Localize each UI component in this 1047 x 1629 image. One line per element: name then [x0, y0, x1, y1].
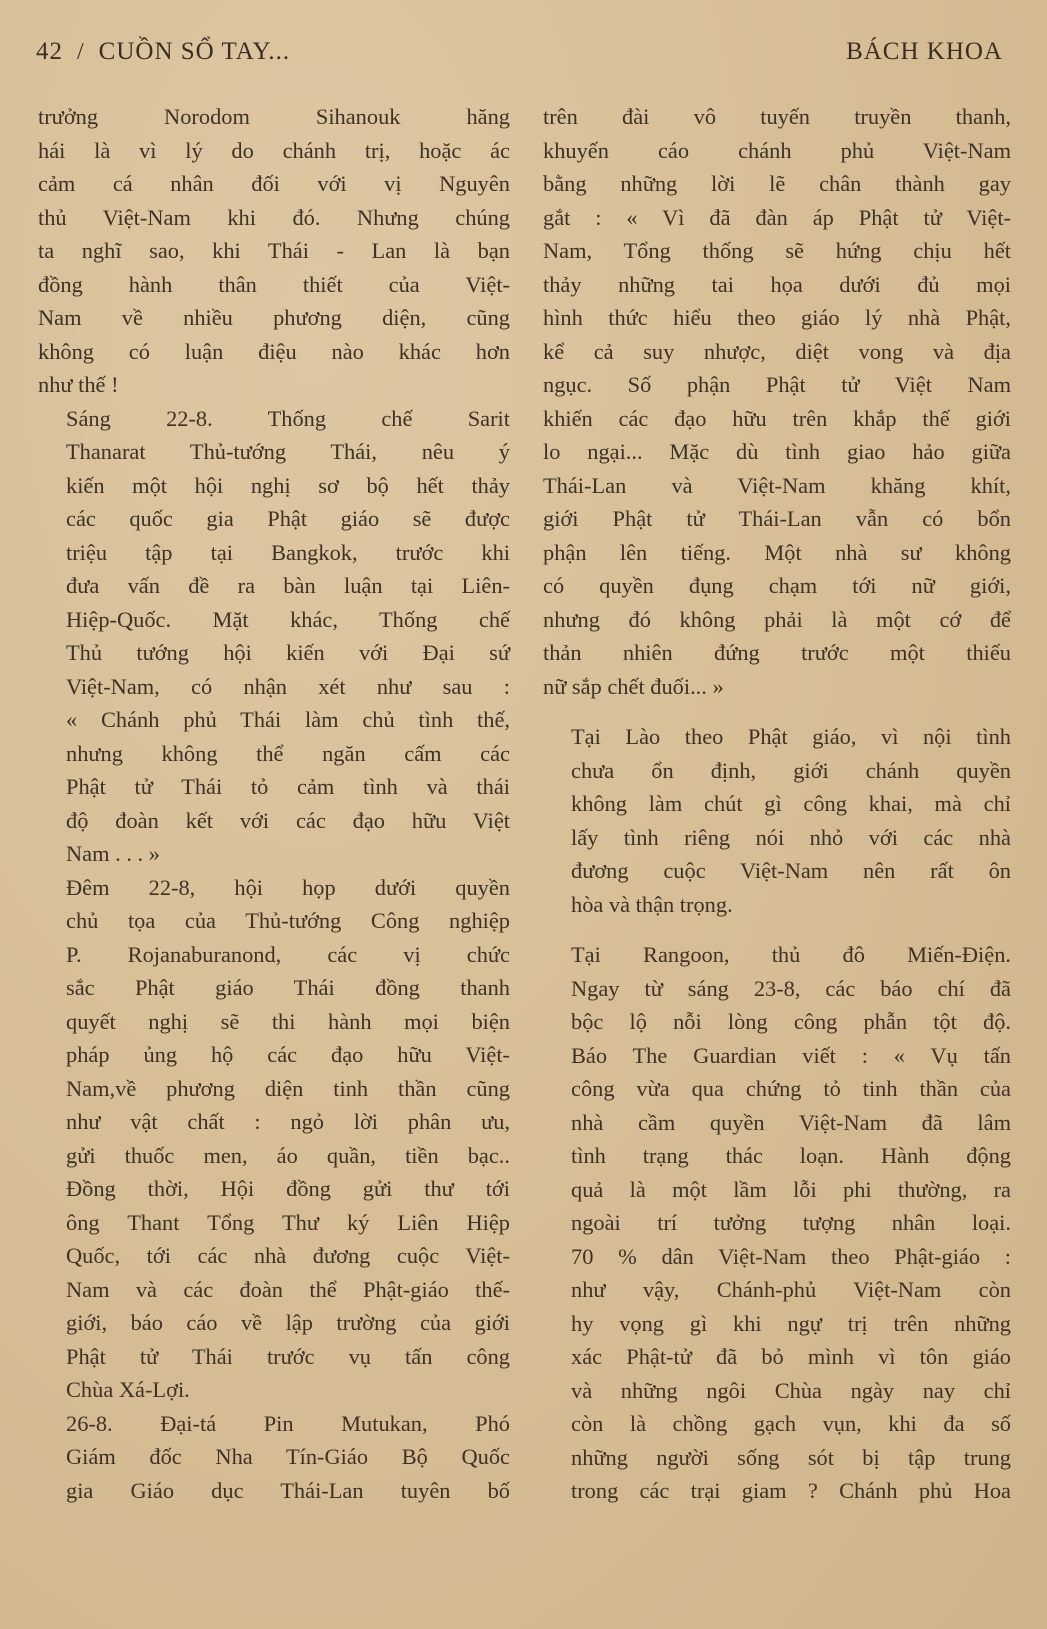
text-line: gia Giáo dục Thái-Lan tuyên bố	[66, 1477, 510, 1503]
paragraph	[38, 402, 510, 871]
text-line: Thái-Lan và Việt-Nam khăng khít,	[543, 472, 1011, 498]
text-line: bằng những lời lẽ chân thành gay	[543, 171, 1011, 196]
text-line: thản nhiên đứng trước một thiếu	[543, 640, 1011, 665]
text-line: Tại Lào theo Phật giáo, vì nội tình	[571, 724, 1011, 749]
text-line: không làm chút gì công khai, mà chỉ	[571, 791, 1011, 816]
text-line: Đêm 22-8, hội họp dưới quyền	[66, 874, 510, 900]
paragraph	[543, 100, 1011, 703]
text-line: khuyến cáo chánh phủ Việt-Nam	[543, 137, 1011, 163]
text-line: như vậy, Chánh-phủ Việt-Nam còn	[571, 1277, 1011, 1302]
text-line: đưa vấn đề ra bàn luận tại Liên-	[66, 573, 510, 598]
text-line: pháp ủng hộ các đạo hữu Việt-	[66, 1042, 510, 1067]
text-line: chủ tọa của Thủ-tướng Công nghiệp	[66, 908, 510, 933]
text-line: không có luận điệu nào khác hơn	[38, 338, 510, 364]
text-line: Ngay từ sáng 23-8, các báo chí đã	[571, 975, 1011, 1001]
paragraph	[38, 100, 510, 402]
text-line: Hiệp-Quốc. Mặt khác, Thống chế	[66, 606, 510, 632]
text-line: Quốc, tới các nhà đương cuộc Việt-	[66, 1243, 510, 1268]
text-line: phận lên tiếng. Một nhà sư không	[543, 539, 1011, 565]
text-line: như vật chất : ngỏ lời phân ưu,	[66, 1109, 510, 1134]
text-line: hòa và thận trọng.	[571, 891, 733, 917]
text-line: 70 % dân Việt-Nam theo Phật-giáo :	[571, 1243, 1011, 1269]
text-line: Thủ tướng hội kiến với Đại sứ	[66, 640, 510, 665]
text-line: gắt : « Vì đã đàn áp Phật tử Việt-	[543, 204, 1011, 230]
text-line: Sáng 22-8. Thống chế Sarit	[66, 405, 510, 431]
text-line: giới, báo cáo về lập trường của giới	[66, 1310, 510, 1335]
text-line: Báo The Guardian viết : « Vụ tấn	[571, 1042, 1011, 1068]
text-line: kiến một hội nghị sơ bộ hết thảy	[66, 472, 510, 498]
text-line: những người sống sót bị tập trung	[571, 1444, 1011, 1470]
text-line: trưởng Norodom Sihanouk hăng	[38, 104, 510, 129]
page-header	[36, 30, 1003, 74]
text-line: trên đài vô tuyến truyền thanh,	[543, 104, 1011, 129]
text-line: thảy những tai họa dưới đủ mọi	[543, 271, 1011, 297]
left-column	[38, 100, 510, 1507]
text-line: ông Thant Tổng Thư ký Liên Hiệp	[66, 1209, 510, 1235]
paragraph	[38, 1407, 510, 1508]
text-line: 26-8. Đại-tá Pin Mutukan, Phó	[66, 1410, 510, 1436]
text-line: tình trạng thác loạn. Hành động	[571, 1143, 1011, 1168]
text-line: chưa ổn định, giới chánh quyền	[571, 757, 1011, 783]
text-line: ngục. Số phận Phật tử Việt Nam	[543, 372, 1011, 397]
text-line: lo ngại... Mặc dù tình giao hảo giữa	[543, 439, 1011, 464]
text-line: bộc lộ nỗi lòng công phẫn tột độ.	[571, 1009, 1011, 1034]
text-line: Nam,về phương diện tinh thần cũng	[66, 1075, 510, 1101]
text-line: sắc Phật giáo Thái đồng thanh	[66, 975, 510, 1000]
text-line: nhưng không thể ngăn cấm các	[66, 740, 510, 766]
text-line: Phật tử Thái trước vụ tấn công	[66, 1343, 510, 1369]
text-line: thủ Việt-Nam khi đó. Nhưng chúng	[38, 204, 510, 230]
text-line: quyết nghị sẽ thi hành mọi biện	[66, 1008, 510, 1034]
text-line: Phật tử Thái tỏ cảm tình và thái	[66, 774, 510, 799]
text-line: nhưng đó không phải là một cớ để	[543, 606, 1011, 632]
text-line: trong các trại giam ? Chánh phủ Hoa	[571, 1478, 1011, 1503]
text-line: triệu tập tại Bangkok, trước khi	[66, 539, 510, 565]
text-line: ta nghĩ sao, khi Thái - Lan là bạn	[38, 238, 510, 263]
text-line: nhà cầm quyền Việt-Nam đã lâm	[571, 1109, 1011, 1135]
text-line: còn là chồng gạch vụn, khi đa số	[571, 1411, 1011, 1436]
text-line: Nam, Tổng thống sẽ hứng chịu hết	[543, 238, 1011, 263]
text-line: công vừa qua chứng tỏ tinh thần của	[571, 1076, 1011, 1101]
right-column	[543, 100, 1011, 1508]
text-line: gửi thuốc men, áo quần, tiền bạc..	[66, 1142, 510, 1168]
text-line: hình thức hiểu theo giáo lý nhà Phật,	[543, 305, 1011, 330]
text-line: cảm cá nhân đối với vị Nguyên	[38, 171, 510, 196]
text-line: xác Phật-tử đã bỏ mình vì tôn giáo	[571, 1344, 1011, 1369]
header-left	[36, 38, 290, 66]
text-line: giới Phật tử Thái-Lan vẫn có bổn	[543, 506, 1011, 531]
text-line: lấy tình riêng nói nhỏ với các nhà	[571, 824, 1011, 850]
text-line: hái là vì lý do chánh trị, hoặc ác	[38, 137, 510, 163]
text-line: hy vọng gì khi ngự trị trên những	[571, 1310, 1011, 1336]
text-line: kể cả suy nhược, diệt vong và địa	[543, 338, 1011, 364]
magazine-title: BÁCH KHOA	[846, 38, 1003, 65]
paragraph	[38, 871, 510, 1407]
text-line: như thế !	[38, 372, 119, 397]
text-line: các quốc gia Phật giáo sẽ được	[66, 506, 510, 531]
text-line: có quyền đụng chạm tới nữ giới,	[543, 573, 1011, 598]
text-line: Tại Rangoon, thủ đô Miến-Điện.	[571, 942, 1011, 967]
text-line: Giám đốc Nha Tín-Giáo Bộ Quốc	[66, 1444, 510, 1469]
page-number: 42	[36, 38, 63, 65]
paragraph	[543, 938, 1011, 1508]
text-line: Nam . . . »	[66, 841, 160, 866]
text-line: và những ngôi Chùa ngày nay chỉ	[571, 1377, 1011, 1403]
text-line: Đồng thời, Hội đồng gửi thư tới	[66, 1176, 510, 1201]
text-line: quả là một lầm lỗi phi thường, ra	[571, 1176, 1011, 1202]
text-line: Nam và các đoàn thể Phật-giáo thế-	[66, 1276, 510, 1302]
text-line: Việt-Nam, có nhận xét như sau :	[66, 673, 510, 699]
text-line: P. Rojanaburanond, các vị chức	[66, 941, 510, 967]
text-line: đương cuộc Việt-Nam nên rất ôn	[571, 858, 1011, 883]
text-line: độ đoàn kết với các đạo hữu Việt	[66, 807, 510, 833]
text-line: Thanarat Thủ-tướng Thái, nêu ý	[66, 439, 510, 464]
text-line: ngoài trí tưởng tượng nhân loại.	[571, 1210, 1011, 1235]
text-line: nữ sắp chết đuối... »	[543, 673, 724, 699]
section-title: CUỒN SỔ TAY...	[98, 38, 291, 65]
text-line: Nam về nhiều phương diện, cũng	[38, 305, 510, 330]
header-separator: /	[77, 38, 85, 65]
text-line: khiến các đạo hữu trên khắp thế giới	[543, 405, 1011, 431]
text-line: Chùa Xá-Lợi.	[66, 1377, 190, 1402]
text-line: đồng hành thân thiết của Việt-	[38, 271, 510, 297]
text-line: « Chánh phủ Thái làm chủ tình thế,	[66, 707, 510, 732]
paragraph	[543, 720, 1011, 921]
